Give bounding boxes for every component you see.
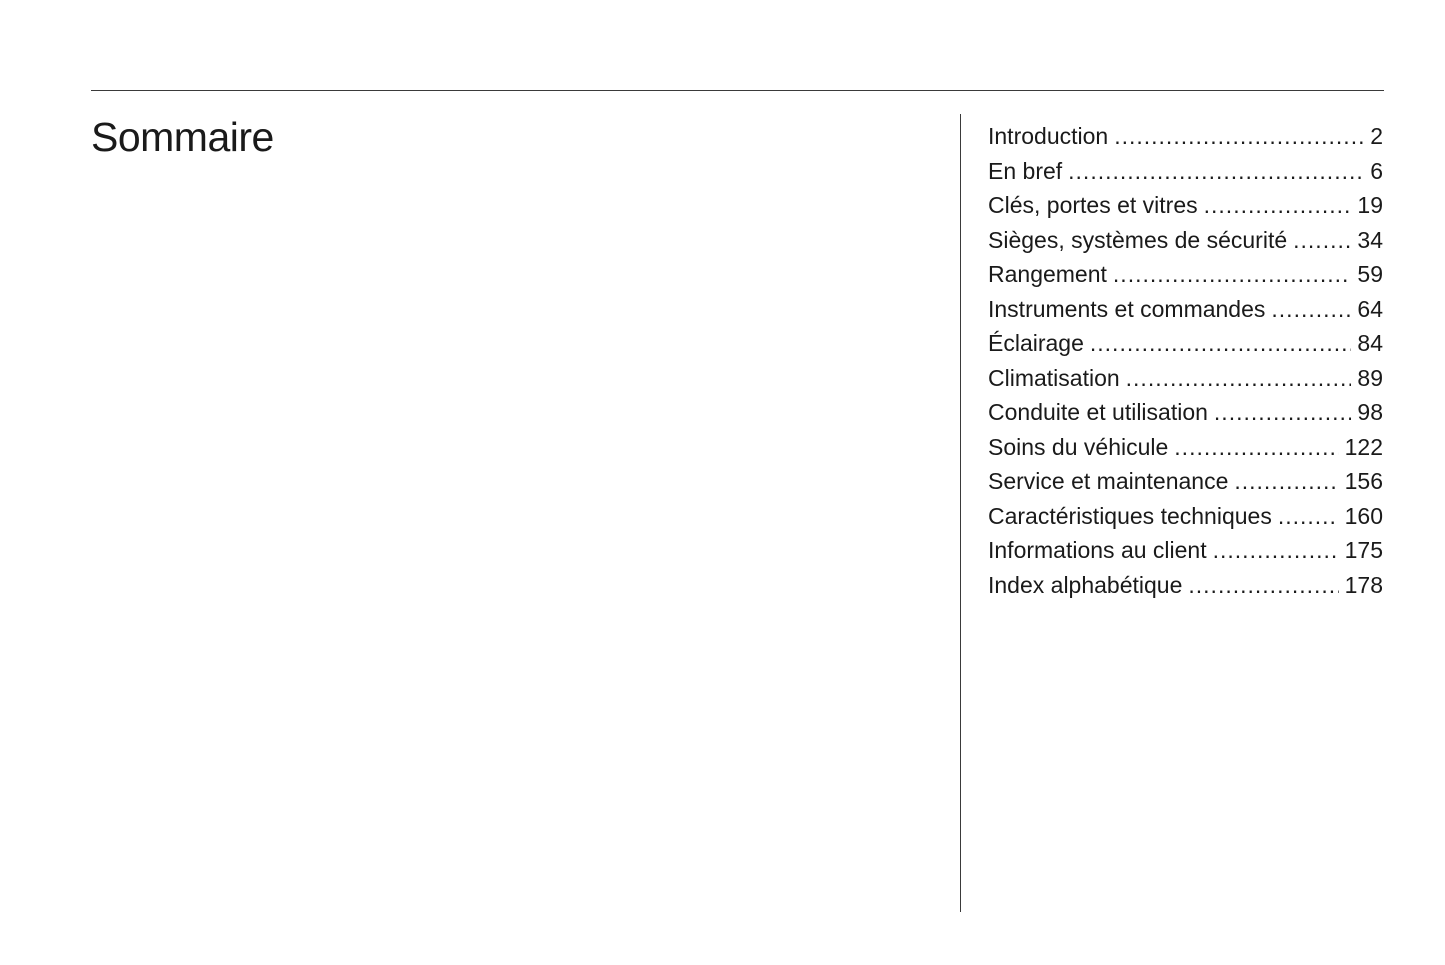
column-divider	[960, 114, 961, 912]
toc-entry-climatisation[interactable]	[988, 361, 1383, 396]
toc-dot-leader	[1214, 395, 1351, 430]
table-of-contents	[988, 119, 1383, 602]
toc-dot-leader	[1278, 499, 1339, 534]
toc-entry-label: Informations au client	[988, 537, 1207, 563]
toc-entry-cles-portes-vitres[interactable]	[988, 188, 1383, 223]
toc-entry-label: Conduite et utilisation	[988, 399, 1208, 425]
toc-page-number: 64	[1357, 295, 1383, 322]
toc-page-number: 6	[1370, 157, 1383, 184]
top-rule	[91, 90, 1384, 91]
toc-dot-leader	[1234, 464, 1338, 499]
toc-entry-label: En bref	[988, 157, 1063, 184]
toc-entry-index-alphabetique[interactable]	[988, 568, 1383, 603]
toc-dot-leader	[1090, 326, 1352, 361]
toc-entry-label: Sièges, systèmes de sécurité	[988, 226, 1288, 253]
toc-entry-label: Caractéristiques techniques	[988, 502, 1272, 529]
toc-entry-sieges-securite[interactable]	[988, 223, 1383, 258]
page-title: Sommaire	[91, 114, 274, 160]
toc-page-number: 175	[1344, 537, 1383, 563]
toc-dot-leader	[1114, 119, 1364, 154]
toc-page-number: 160	[1344, 502, 1383, 529]
toc-entry-instruments-commandes[interactable]	[988, 292, 1383, 327]
toc-entry-label: Rangement	[988, 261, 1107, 287]
toc-entry-label: Clés, portes et vitres	[988, 192, 1198, 218]
toc-entry-introduction[interactable]	[988, 119, 1383, 154]
toc-entry-label: Service et maintenance	[988, 468, 1229, 494]
toc-page-number: 59	[1357, 261, 1383, 287]
toc-page-number: 178	[1344, 571, 1383, 598]
toc-page-number: 19	[1357, 192, 1383, 218]
toc-entry-conduite-utilisation[interactable]	[988, 395, 1383, 430]
toc-page-number: 156	[1344, 468, 1383, 494]
toc-entry-label: Climatisation	[988, 364, 1120, 391]
toc-dot-leader	[1174, 430, 1338, 465]
toc-dot-leader	[1293, 223, 1351, 258]
toc-page-number: 89	[1357, 364, 1383, 391]
toc-entry-en-bref[interactable]	[988, 154, 1383, 189]
toc-dot-leader	[1213, 533, 1339, 568]
toc-dot-leader	[1271, 292, 1351, 327]
toc-dot-leader	[1188, 568, 1338, 603]
toc-entry-soins-vehicule[interactable]	[988, 430, 1383, 465]
toc-entry-label: Éclairage	[988, 330, 1084, 356]
toc-entry-service-maintenance[interactable]	[988, 464, 1383, 499]
toc-entry-label: Soins du véhicule	[988, 433, 1169, 460]
toc-entry-eclairage[interactable]	[988, 326, 1383, 361]
toc-page-number: 84	[1357, 330, 1383, 356]
toc-page-number: 122	[1344, 433, 1383, 460]
toc-entry-label: Index alphabétique	[988, 571, 1183, 598]
toc-dot-leader	[1126, 361, 1352, 396]
toc-dot-leader	[1113, 257, 1351, 292]
toc-entry-label: Instruments et commandes	[988, 295, 1266, 322]
toc-entry-rangement[interactable]	[988, 257, 1383, 292]
toc-page-number: 34	[1357, 226, 1383, 253]
toc-entry-label: Introduction	[988, 123, 1109, 149]
toc-entry-informations-client[interactable]	[988, 533, 1383, 568]
toc-entry-caracteristiques-techniques[interactable]	[988, 499, 1383, 534]
toc-page-number: 2	[1370, 123, 1383, 149]
toc-page-number: 98	[1357, 399, 1383, 425]
toc-dot-leader	[1068, 154, 1364, 189]
toc-dot-leader	[1204, 188, 1352, 223]
